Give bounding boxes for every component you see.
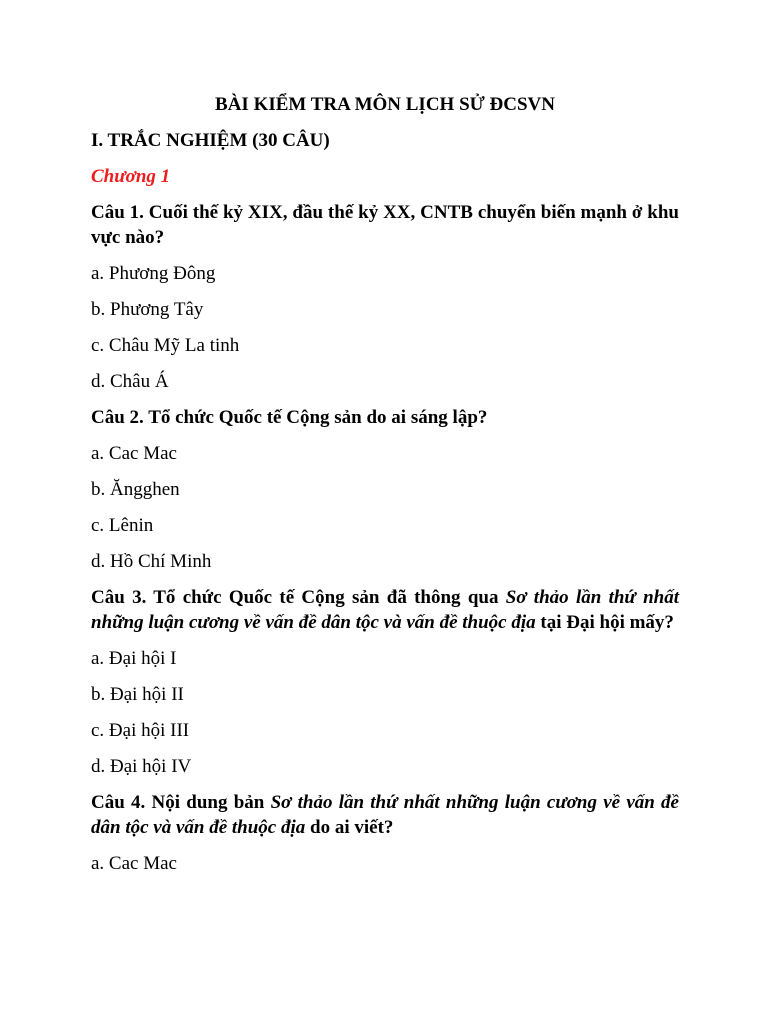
question-3 xyxy=(91,585,679,635)
question-3-option-a: a. Đại hội I xyxy=(91,648,177,669)
question-2-option-b: b. Ăngghen xyxy=(91,479,180,500)
question-4-text-end: do ai viết? xyxy=(305,817,394,838)
question-3-text-end: tại Đại hội mấy? xyxy=(535,612,674,633)
question-1: Câu 1. Cuối thế kỷ XIX, đầu thế kỷ XX, CNTB chuyển biến mạnh ở khu vực nào? xyxy=(91,202,679,248)
question-3-document-title: Sơ thảo lần thứ nhất những luận cương về vấn đề dân tộc và vấn đề thuộc địa xyxy=(91,587,679,633)
question-3-option-c: c. Đại hội III xyxy=(91,720,190,741)
question-2-option-a: a. Cac Mac xyxy=(91,443,177,464)
question-2: Câu 2. Tổ chức Quốc tế Cộng sản do ai sáng lập? xyxy=(91,407,488,428)
question-4-text: Câu 4. Nội dung bản xyxy=(91,792,271,813)
question-2-option-c: c. Lênin xyxy=(91,515,154,536)
question-4 xyxy=(91,790,679,840)
question-4-document-title: Sơ thảo lần thứ nhất những luận cương về vấn đề dân tộc và vấn đề thuộc địa xyxy=(91,792,679,838)
question-1-option-b: b. Phương Tây xyxy=(91,299,204,320)
question-1-option-d: d. Châu Á xyxy=(91,371,169,392)
question-3-option-d: d. Đại hội IV xyxy=(91,756,192,777)
question-1-option-a: a. Phương Đông xyxy=(91,263,216,284)
question-3-text: Câu 3. Tổ chức Quốc tế Cộng sản đã thông qua xyxy=(91,587,506,608)
question-1-option-c: c. Châu Mỹ La tinh xyxy=(91,335,240,356)
section-heading: I. TRẮC NGHIỆM (30 CÂU) xyxy=(91,130,330,151)
chapter-heading: Chương 1 xyxy=(91,166,171,187)
question-3-option-b: b. Đại hội II xyxy=(91,684,184,705)
document-page xyxy=(91,92,679,887)
document-title: BÀI KIỂM TRA MÔN LỊCH SỬ ĐCSVN xyxy=(215,94,555,115)
question-4-option-a: a. Cac Mac xyxy=(91,853,177,874)
question-2-option-d: d. Hồ Chí Minh xyxy=(91,551,212,572)
